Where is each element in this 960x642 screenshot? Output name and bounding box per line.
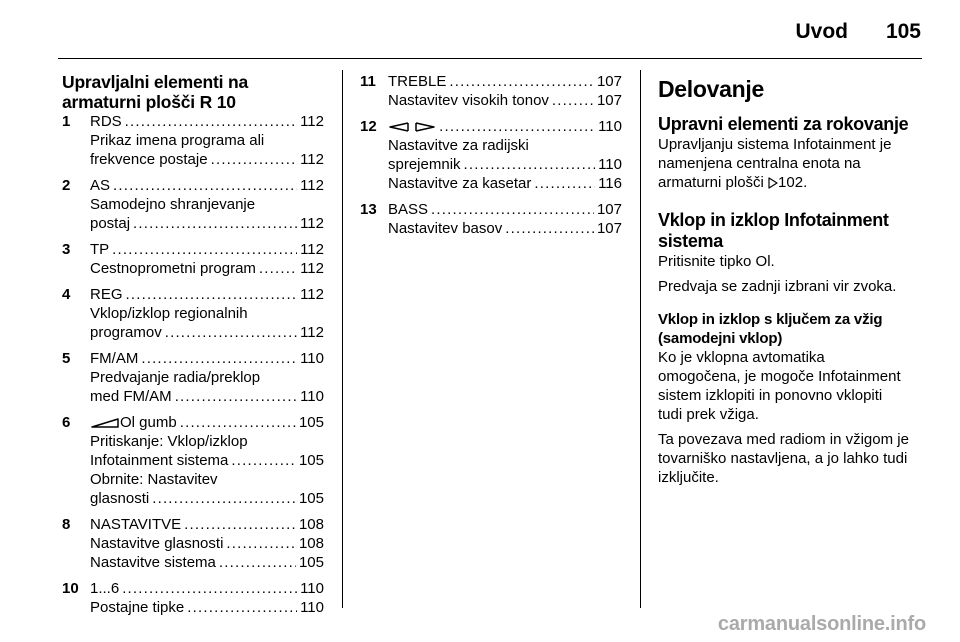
item-number: 13: [360, 201, 377, 218]
item-text: TP: [90, 241, 110, 258]
item-number: 8: [62, 516, 71, 533]
item-number: 2: [62, 177, 71, 194]
item-text: AS: [90, 177, 111, 194]
page-ref[interactable]: 110: [598, 156, 622, 173]
list-item: [62, 349, 324, 406]
list-item: [360, 72, 622, 110]
page-ref[interactable]: 112: [300, 324, 324, 341]
item-text: Cestnoprometni program: [90, 260, 256, 277]
page-ref[interactable]: 107: [596, 92, 622, 109]
page-ref[interactable]: 105: [298, 554, 324, 571]
item-text: Nastavitve za radijski: [388, 137, 529, 154]
page-ref[interactable]: 112: [300, 215, 324, 232]
item-text: Nastavitve sistema: [90, 554, 216, 571]
page-ref[interactable]: 107: [596, 73, 622, 90]
list-item: [360, 117, 622, 193]
item-number: 11: [360, 73, 376, 90]
item-number: 10: [62, 580, 79, 597]
item-text: Predvajanje radia/preklop: [90, 369, 261, 386]
list-item: [62, 579, 324, 617]
page-ref[interactable]: 107: [596, 201, 622, 218]
item-text: 1...6: [90, 580, 120, 597]
page-ref[interactable]: 112: [300, 241, 324, 258]
item-text: Nastavitev visokih tonov: [388, 92, 549, 109]
page-ref[interactable]: 105: [298, 490, 324, 507]
list-item: [62, 176, 324, 233]
item-number: 1: [62, 113, 71, 130]
list-item: [62, 240, 324, 278]
item-text: FM/AM: [90, 350, 139, 367]
page-ref[interactable]: 105: [298, 414, 324, 431]
item-number: 12: [360, 118, 377, 135]
list-item: [62, 285, 324, 342]
page-ref[interactable]: 108: [298, 516, 324, 533]
item-text: Postajne tipke: [90, 599, 185, 616]
item-number: 6: [62, 414, 71, 431]
item-text: Ol gumb: [120, 414, 177, 431]
page-reference-arrow-icon: [768, 177, 778, 189]
item-text: postaj: [90, 215, 131, 232]
page-ref[interactable]: 110: [300, 580, 324, 597]
header-rule: [58, 58, 922, 59]
item-text: RDS: [90, 113, 122, 130]
paragraph: Ko je vklopna avtomatika omogočena, je mogoče Infotainment sistem izklopiti in ponovno vklopiti tudi prek vžiga.: [658, 349, 901, 423]
page-ref[interactable]: 107: [596, 220, 622, 237]
item-number: 4: [62, 286, 71, 303]
paragraph: Predvaja se zadnji izbrani vir zvoka.: [658, 278, 897, 295]
item-text: BASS: [388, 201, 429, 218]
item-text: Nastavitve za kasetar: [388, 175, 532, 192]
item-text: Pritiskanje: Vklop/izklop: [90, 433, 248, 450]
page-ref[interactable]: 102.: [778, 174, 808, 191]
item-text: med FM/AM: [90, 388, 172, 405]
item-text: Prikaz imena programa ali: [90, 132, 265, 149]
item-text: Infotainment sistema: [90, 452, 229, 469]
subsection-heading: Upravni elementi za rokovanje: [658, 114, 909, 134]
section-heading: Delovanje: [658, 76, 764, 102]
item-text: glasnosti: [90, 490, 150, 507]
paragraph: Ta povezava med radiom in vžigom je tovarniško nastavljena, a jo lahko tudi izključite.: [658, 431, 909, 486]
item-text: sprejemnik: [388, 156, 461, 173]
item-text: Obrnite: Nastavitev: [90, 471, 218, 488]
page-ref[interactable]: 110: [300, 388, 324, 405]
page-ref[interactable]: 116: [598, 175, 622, 192]
list-item: [62, 515, 324, 572]
page-ref[interactable]: 110: [598, 118, 622, 135]
left-column: [62, 72, 324, 624]
page-number: 105: [885, 20, 921, 43]
page-ref[interactable]: 112: [300, 113, 324, 130]
page-ref[interactable]: 112: [300, 286, 324, 303]
page-ref[interactable]: 110: [300, 599, 324, 616]
section-title: Upravljalni elementi na armaturni plošči R 10: [62, 72, 249, 112]
page-ref[interactable]: 112: [300, 260, 324, 277]
minor-heading: Vklop in izklop s ključem za vžig (samodejni vklop): [658, 311, 883, 347]
page-ref[interactable]: 110: [300, 350, 324, 367]
item-text: REG: [90, 286, 123, 303]
page-ref[interactable]: 105: [298, 452, 324, 469]
item-text: NASTAVITVE: [90, 516, 182, 533]
paragraph: Pritisnite tipko Ol.: [658, 253, 775, 270]
item-text: frekvence postaje: [90, 151, 208, 168]
item-text: TREBLE: [388, 73, 447, 90]
page-header: [0, 14, 960, 54]
list-item: [62, 112, 324, 169]
list-item: [62, 413, 324, 508]
volume-wedge-icon: [90, 417, 120, 429]
item-text: Nastavitev basov: [388, 220, 503, 237]
right-column: [658, 72, 924, 487]
middle-column: [360, 72, 622, 245]
column-divider: [342, 70, 343, 608]
seek-left-icon: [388, 121, 410, 133]
item-text: Samodejno shranjevanje: [90, 196, 256, 213]
page-ref[interactable]: 112: [300, 177, 324, 194]
list-item: [360, 200, 622, 238]
item-number: 3: [62, 241, 71, 258]
paragraph: Upravljanju sistema Infotainment je namenjena centralna enota na armaturni plošči 102.: [658, 136, 892, 191]
chapter-title: Uvod: [795, 20, 848, 43]
seek-right-icon: [414, 121, 436, 133]
page-ref[interactable]: 112: [300, 151, 324, 168]
item-text: Nastavitve glasnosti: [90, 535, 224, 552]
column-divider: [640, 70, 641, 608]
item-text: programov: [90, 324, 162, 341]
item-number: 5: [62, 350, 71, 367]
subsection-heading: Vklop in izklop Infotainment sistema: [658, 210, 889, 251]
watermark: carmanualsonline.info: [717, 613, 926, 635]
item-text: Vklop/izklop regionalnih: [90, 305, 248, 322]
page-ref[interactable]: 108: [298, 535, 324, 552]
